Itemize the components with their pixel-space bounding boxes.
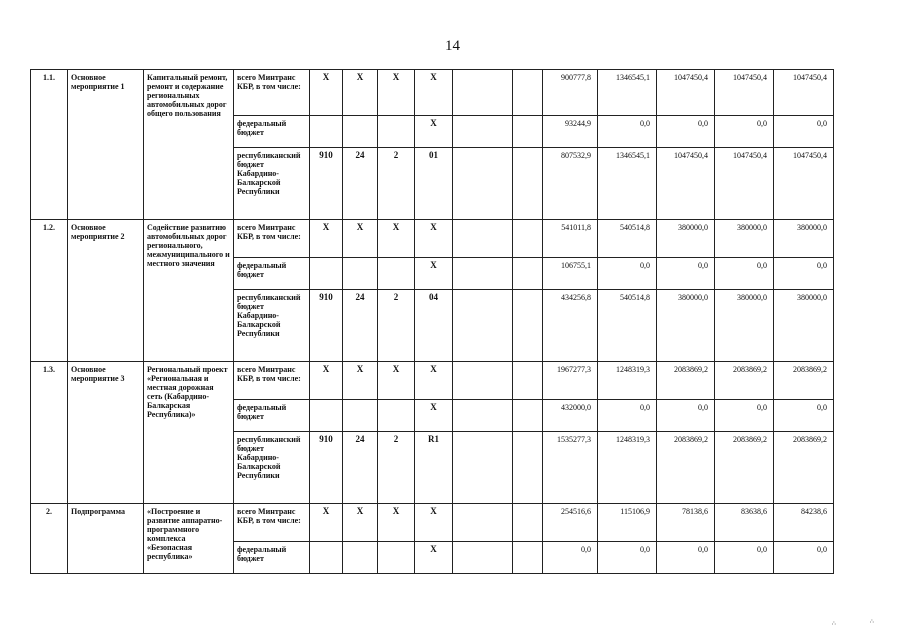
amount-cell: 434256,8 xyxy=(543,290,598,362)
amount-cell: 0,0 xyxy=(774,400,834,432)
budget-code: Х xyxy=(378,504,415,542)
table-row xyxy=(31,362,834,400)
budget-code xyxy=(310,400,343,432)
amount-cell: 380000,0 xyxy=(657,290,715,362)
funding-source: федеральный бюджет xyxy=(234,542,310,574)
budget-code xyxy=(310,258,343,290)
amount-cell: 380000,0 xyxy=(715,220,774,258)
budget-code: Х xyxy=(343,70,378,116)
budget-code xyxy=(343,542,378,574)
empty-cell xyxy=(453,400,513,432)
budget-code: 2 xyxy=(378,290,415,362)
empty-cell xyxy=(453,432,513,504)
amount-cell: 2083869,2 xyxy=(774,362,834,400)
empty-cell xyxy=(453,290,513,362)
amount-cell: 0,0 xyxy=(657,116,715,148)
amount-cell: 2083869,2 xyxy=(715,362,774,400)
budget-code xyxy=(343,400,378,432)
table-row xyxy=(31,220,834,258)
amount-cell: 1248319,3 xyxy=(598,432,657,504)
amount-cell: 0,0 xyxy=(657,258,715,290)
budget-code: Х xyxy=(415,116,453,148)
amount-cell: 0,0 xyxy=(715,400,774,432)
funding-source: республиканский бюджет Кабардино-Балкарской Республики xyxy=(234,148,310,220)
funding-source: федеральный бюджет xyxy=(234,400,310,432)
empty-cell xyxy=(513,400,543,432)
amount-cell: 0,0 xyxy=(598,542,657,574)
empty-cell xyxy=(453,258,513,290)
row-number: 1.3. xyxy=(31,362,68,504)
budget-code: 910 xyxy=(310,290,343,362)
budget-code: Х xyxy=(343,220,378,258)
budget-code: 01 xyxy=(415,148,453,220)
funding-source: всего Минтранс КБР, в том числе: xyxy=(234,220,310,258)
table-body xyxy=(31,70,834,574)
amount-cell: 93244,9 xyxy=(543,116,598,148)
budget-code xyxy=(343,258,378,290)
amount-cell: 1047450,4 xyxy=(657,148,715,220)
budget-code xyxy=(310,116,343,148)
amount-cell: 83638,6 xyxy=(715,504,774,542)
amount-cell: 2083869,2 xyxy=(715,432,774,504)
empty-cell xyxy=(513,504,543,542)
amount-cell: 1535277,3 xyxy=(543,432,598,504)
page-number: 14 xyxy=(445,38,460,54)
row-number: 1.1. xyxy=(31,70,68,220)
budget-code: Х xyxy=(310,70,343,116)
amount-cell: 807532,9 xyxy=(543,148,598,220)
budget-code: 2 xyxy=(378,148,415,220)
budget-code: Х xyxy=(415,70,453,116)
budget-code: 24 xyxy=(343,432,378,504)
budget-code xyxy=(378,258,415,290)
budget-code: 24 xyxy=(343,290,378,362)
funding-source: республиканский бюджет Кабардино-Балкарской Республики xyxy=(234,290,310,362)
amount-cell: 380000,0 xyxy=(774,220,834,258)
amount-cell: 1047450,4 xyxy=(657,70,715,116)
empty-cell xyxy=(453,220,513,258)
budget-code: Х xyxy=(310,362,343,400)
scan-mark: ∴ xyxy=(832,621,836,627)
budget-code: Х xyxy=(343,362,378,400)
budget-code: 04 xyxy=(415,290,453,362)
event-name: Подпрограмма xyxy=(68,504,144,574)
budget-code: Х xyxy=(415,220,453,258)
budget-code: Х xyxy=(310,220,343,258)
event-description: Региональный проект «Региональная и местная дорожная сеть (Кабардино-Балкарская Республика)» xyxy=(144,362,234,504)
table-row xyxy=(31,70,834,116)
amount-cell: 84238,6 xyxy=(774,504,834,542)
budget-code xyxy=(378,542,415,574)
amount-cell: 380000,0 xyxy=(657,220,715,258)
amount-cell: 1967277,3 xyxy=(543,362,598,400)
amount-cell: 0,0 xyxy=(774,542,834,574)
budget-code: 910 xyxy=(310,432,343,504)
event-description: «Построение и развитие аппаратно-программного комплекса «Безопасная республика» xyxy=(144,504,234,574)
amount-cell: 0,0 xyxy=(598,400,657,432)
empty-cell xyxy=(513,432,543,504)
budget-code: R1 xyxy=(415,432,453,504)
row-number: 2. xyxy=(31,504,68,574)
amount-cell: 432000,0 xyxy=(543,400,598,432)
empty-cell xyxy=(513,70,543,116)
amount-cell: 2083869,2 xyxy=(774,432,834,504)
amount-cell: 1047450,4 xyxy=(715,148,774,220)
empty-cell xyxy=(513,362,543,400)
amount-cell: 0,0 xyxy=(657,400,715,432)
budget-code xyxy=(343,116,378,148)
amount-cell: 78138,6 xyxy=(657,504,715,542)
empty-cell xyxy=(513,290,543,362)
funding-source: всего Минтранс КБР, в том числе: xyxy=(234,362,310,400)
budget-code: Х xyxy=(378,220,415,258)
amount-cell: 380000,0 xyxy=(715,290,774,362)
budget-code xyxy=(378,116,415,148)
amount-cell: 115106,9 xyxy=(598,504,657,542)
amount-cell: 1346545,1 xyxy=(598,70,657,116)
budget-code: Х xyxy=(415,504,453,542)
budget-code: Х xyxy=(415,258,453,290)
amount-cell: 0,0 xyxy=(657,542,715,574)
amount-cell: 0,0 xyxy=(715,116,774,148)
row-number: 1.2. xyxy=(31,220,68,362)
empty-cell xyxy=(453,148,513,220)
amount-cell: 380000,0 xyxy=(774,290,834,362)
empty-cell xyxy=(513,258,543,290)
budget-code: 910 xyxy=(310,148,343,220)
budget-code xyxy=(310,542,343,574)
empty-cell xyxy=(453,542,513,574)
amount-cell: 2083869,2 xyxy=(657,432,715,504)
amount-cell: 0,0 xyxy=(774,116,834,148)
budget-code: Х xyxy=(415,362,453,400)
event-name: Основное мероприятие 2 xyxy=(68,220,144,362)
empty-cell xyxy=(453,504,513,542)
amount-cell: 0,0 xyxy=(715,542,774,574)
amount-cell: 2083869,2 xyxy=(657,362,715,400)
amount-cell: 541011,8 xyxy=(543,220,598,258)
budget-code: Х xyxy=(343,504,378,542)
empty-cell xyxy=(513,542,543,574)
empty-cell xyxy=(453,362,513,400)
amount-cell: 254516,6 xyxy=(543,504,598,542)
amount-cell: 900777,8 xyxy=(543,70,598,116)
budget-code: Х xyxy=(415,400,453,432)
funding-source: федеральный бюджет xyxy=(234,116,310,148)
budget-code: Х xyxy=(415,542,453,574)
empty-cell xyxy=(513,116,543,148)
empty-cell xyxy=(453,116,513,148)
amount-cell: 0,0 xyxy=(543,542,598,574)
amount-cell: 1346545,1 xyxy=(598,148,657,220)
empty-cell xyxy=(513,220,543,258)
budget-code: 2 xyxy=(378,432,415,504)
amount-cell: 1047450,4 xyxy=(774,70,834,116)
empty-cell xyxy=(513,148,543,220)
funding-source: республиканский бюджет Кабардино-Балкарской Республики xyxy=(234,432,310,504)
funding-source: всего Минтранс КБР, в том числе: xyxy=(234,70,310,116)
budget-table xyxy=(30,69,834,574)
budget-code xyxy=(378,400,415,432)
event-name: Основное мероприятие 3 xyxy=(68,362,144,504)
amount-cell: 1047450,4 xyxy=(715,70,774,116)
table-row xyxy=(31,504,834,542)
amount-cell: 1047450,4 xyxy=(774,148,834,220)
event-description: Содействие развитию автомобильных дорог регионального, межмуниципального и местного значения xyxy=(144,220,234,362)
amount-cell: 0,0 xyxy=(774,258,834,290)
empty-cell xyxy=(453,70,513,116)
amount-cell: 1248319,3 xyxy=(598,362,657,400)
funding-source: федеральный бюджет xyxy=(234,258,310,290)
budget-code: 24 xyxy=(343,148,378,220)
amount-cell: 0,0 xyxy=(598,258,657,290)
budget-code: Х xyxy=(310,504,343,542)
amount-cell: 0,0 xyxy=(598,116,657,148)
funding-source: всего Минтранс КБР, в том числе: xyxy=(234,504,310,542)
amount-cell: 540514,8 xyxy=(598,220,657,258)
budget-code: Х xyxy=(378,362,415,400)
amount-cell: 540514,8 xyxy=(598,290,657,362)
budget-code: Х xyxy=(378,70,415,116)
amount-cell: 106755,1 xyxy=(543,258,598,290)
amount-cell: 0,0 xyxy=(715,258,774,290)
event-description: Капитальный ремонт, ремонт и содержание региональных автомобильных дорог общего пользования xyxy=(144,70,234,220)
scan-mark: ∴ xyxy=(870,619,874,625)
event-name: Основное мероприятие 1 xyxy=(68,70,144,220)
